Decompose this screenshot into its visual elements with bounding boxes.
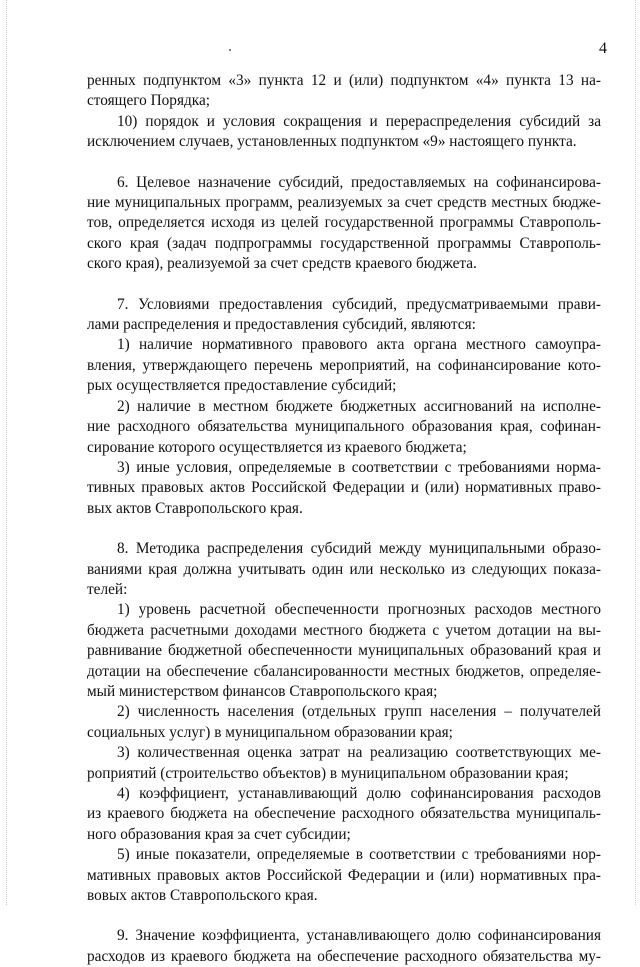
text-line: роприятий (строительство объектов) в муниципальном образовании края; xyxy=(87,764,569,782)
text-line: мый министерством финансов Ставропольского края; xyxy=(87,682,438,700)
text-line: 1) наличие нормативного правового акта органа местного самоупра- xyxy=(117,336,601,354)
text-line: 2) численность населения (отдельных групп населения – получателей xyxy=(117,703,601,721)
text-line: ского края), реализуемой за счет средств краевого бюджета. xyxy=(87,255,477,273)
paragraph-gap xyxy=(87,906,601,926)
text-line: 3) количественная оценка затрат на реализацию соответствующих ме- xyxy=(117,744,601,762)
page-number: 4 xyxy=(599,40,607,57)
paragraph-gap xyxy=(87,275,601,295)
text-line: исключением случаев, установленных подпунктом «9» настоящего пункта. xyxy=(87,133,577,151)
paragraph-section-6 xyxy=(87,173,601,275)
text-line: 7. Условиями предоставления субсидий, предусматриваемыми прави- xyxy=(117,295,601,313)
text-line: тивных правовых актов Российской Федерации и (или) нормативных право- xyxy=(87,479,601,497)
text-line: 3) иные условия, определяемые в соответствии с требованиями норма- xyxy=(117,458,601,476)
text-line: лами распределения и предоставления субсидий, являются: xyxy=(87,316,476,334)
text-line: 4) коэффициент, устанавливающий долю софинансирования расходов xyxy=(117,785,601,802)
text-line: вления, утверждающего перечень мероприятий, на софинансирование кото- xyxy=(87,356,601,374)
paragraph-continuation xyxy=(87,71,601,112)
text-line: стоящего Порядка; xyxy=(87,92,211,110)
paragraph-section-8-item-4 xyxy=(87,784,601,845)
text-line: 5) иные показатели, определяемые в соответствии с требованиями нор- xyxy=(117,846,601,864)
paragraph-section-8-item-5 xyxy=(87,845,601,906)
paragraph-section-9 xyxy=(87,926,601,967)
paragraph-gap xyxy=(87,153,601,173)
paragraph-section-7-item-1 xyxy=(87,335,601,396)
text-line: ренных подпунктом «3» пункта 12 и (или) подпунктом «4» пункта 13 на- xyxy=(87,72,601,89)
text-line: 10) порядок и условия сокращения и перераспределения субсидий за xyxy=(117,112,601,130)
text-line: 9. Значение коэффициента, устанавливающего долю софинансирования xyxy=(117,927,601,945)
paragraph-item-10 xyxy=(87,112,601,153)
text-line: 8. Методика распределения субсидий между муниципальными образо- xyxy=(117,540,601,558)
paragraph-section-8-item-2 xyxy=(87,702,601,743)
document-body xyxy=(87,71,601,967)
text-line: сирование которого осуществляется из краевого бюджета; xyxy=(87,438,467,456)
text-line: 6. Целевое назначение субсидий, предоставляемых на софинансирова- xyxy=(117,173,601,191)
text-line: ние муниципальных программ, реализуемых за счет средств местных бюдже- xyxy=(87,194,601,212)
text-line: ного образования края за счет субсидии; xyxy=(87,825,351,843)
paragraph-section-8-item-3 xyxy=(87,743,601,784)
text-line: тов, определяется исходя из целей государственной программы Ставрополь- xyxy=(87,214,601,232)
paragraph-section-7 xyxy=(87,295,601,336)
paragraph-gap xyxy=(87,519,601,539)
text-line: вовых актов Ставропольского края. xyxy=(87,887,318,905)
text-line: равнивание бюджетной обеспеченности муниципальных образований края и xyxy=(87,642,601,660)
scan-edge-right xyxy=(635,0,636,905)
scan-speck xyxy=(229,49,231,51)
text-line: из краевого бюджета на обеспечение расходного обязательства муниципаль- xyxy=(87,805,601,823)
paragraph-section-8 xyxy=(87,539,601,600)
text-line: ского края (задач подпрограммы государственной программы Ставрополь- xyxy=(87,234,601,252)
text-line: рых осуществляется предоставление субсидий; xyxy=(87,377,397,395)
text-line: расходов из краевого бюджета на обеспечение расходного обязательства му- xyxy=(87,947,601,965)
text-line: мативных правовых актов Российской Федерации и (или) нормативных пра- xyxy=(87,866,601,884)
text-line: бюджета расчетными доходами местного бюджета с учетом дотации на вы- xyxy=(87,621,601,639)
scan-edge-left xyxy=(6,0,7,905)
paragraph-section-8-item-1 xyxy=(87,600,601,702)
text-line: телей: xyxy=(87,580,128,598)
paragraph-section-7-item-2 xyxy=(87,397,601,458)
text-line: вых актов Ставропольского края. xyxy=(87,499,303,517)
text-line: ваниями края должна учитывать один или несколько из следующих показа- xyxy=(87,560,601,578)
text-line: 1) уровень расчетной обеспеченности прогнозных расходов местного xyxy=(117,601,601,619)
text-line: ние расходного обязательства муниципального образования края, софинан- xyxy=(87,418,601,436)
paragraph-section-7-item-3 xyxy=(87,458,601,519)
text-line: 2) наличие в местном бюджете бюджетных ассигнований на исполне- xyxy=(117,397,601,415)
text-line: социальных услуг) в муниципальном образовании края; xyxy=(87,723,453,741)
text-line: дотации на обеспечение сбалансированности местных бюджетов, определяе- xyxy=(87,662,601,680)
